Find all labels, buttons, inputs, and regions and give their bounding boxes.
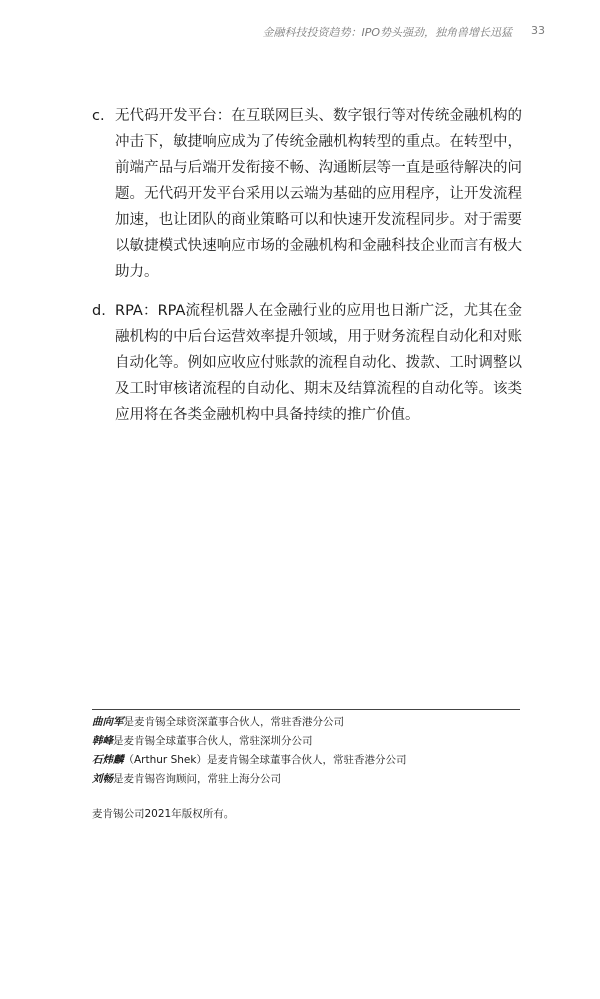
list-item-d [92,298,522,428]
list-item-text: RPA：RPA流程机器人在金融行业的应用也日渐广泛，尤其在金融机构的中后台运营效率提升领域，用于财务流程自动化和对账自动化等。例如应收应付账款的流程自动化、拨款、工时调整以及工时审核诸流程的自动化、期末及结算流程的自动化等。该类应用将在各类金融机构中具备持续的推广价值。 [115,303,522,423]
author-description: 是麦肯锡咨询顾问，常驻上海分公司 [113,773,281,785]
author-description: 是麦肯锡全球董事合伙人，常驻深圳分公司 [113,735,313,747]
author-entry [92,770,522,789]
author-description: （Arthur Shek）是麦肯锡全球董事合伙人，常驻香港分公司 [123,754,407,766]
page-number: 33 [531,24,545,37]
author-entry [92,732,522,751]
footnote-divider [92,709,520,710]
list-marker: c. [92,108,105,124]
author-name: 韩峰 [92,735,113,747]
list-item-c [92,103,522,285]
author-name: 曲向军 [92,716,124,728]
author-list [92,713,522,789]
author-entry [92,751,522,770]
author-description: 是麦肯锡全球资深董事合伙人，常驻香港分公司 [123,716,344,728]
header-title: 金融科技投资趋势：IPO势头强劲，独角兽增长迅猛 [262,26,512,39]
author-entry [92,713,522,732]
author-name: 刘畅 [92,773,113,785]
author-name: 石炜麟 [92,754,124,766]
copyright-notice: 麦肯锡公司2021年版权所有。 [92,808,235,820]
running-header [0,24,600,44]
list-marker: d. [92,303,106,319]
list-item-text: 无代码开发平台：在互联网巨头、数字银行等对传统金融机构的冲击下，敏捷响应成为了传统金融机构转型的重点。在转型中，前端产品与后端开发衔接不畅、沟通断层等一直是亟待解决的问题。无代码开发平台采用以云端为基础的应用程序，让开发流程加速，也让团队的商业策略可以和快速开发流程同步。对于需要以敏捷模式快速响应市场的金融机构和金融科技企业而言有极大助力。 [115,108,522,280]
